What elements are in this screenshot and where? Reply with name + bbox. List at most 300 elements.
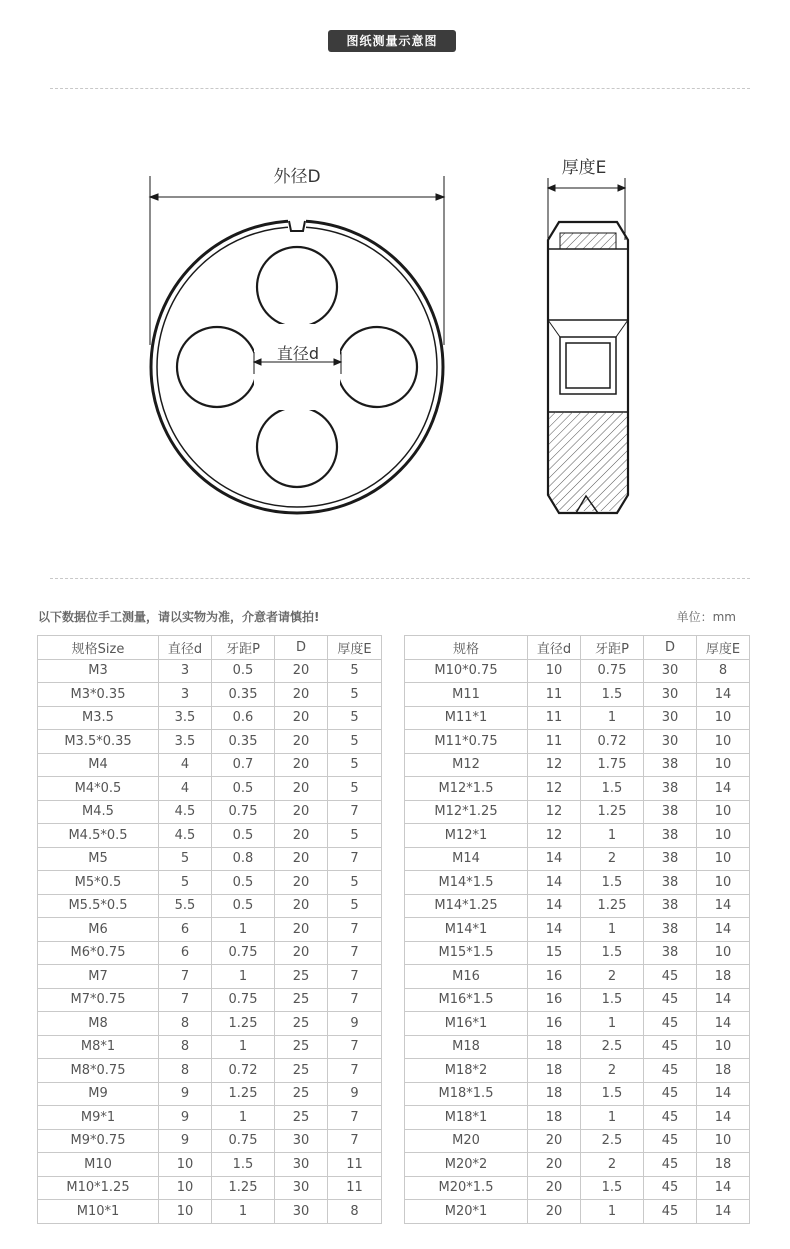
table-cell: 7 [328, 1129, 382, 1153]
table-cell: 1 [581, 824, 644, 848]
round-die-front-view [151, 218, 443, 513]
table-cell: 45 [644, 1129, 697, 1153]
table-cell: 10 [697, 706, 750, 730]
table-cell: 7 [328, 800, 382, 824]
table-cell: 8 [328, 1200, 382, 1224]
table-row [405, 1012, 750, 1036]
table-cell: 7 [328, 1035, 382, 1059]
column-header: D [644, 636, 697, 660]
table-cell: 1 [581, 1012, 644, 1036]
table-cell: 5 [328, 659, 382, 683]
table-row [405, 918, 750, 942]
table-cell: M9 [38, 1082, 159, 1106]
table-cell: M20 [405, 1129, 528, 1153]
table-row [405, 1059, 750, 1083]
table-cell: 30 [644, 730, 697, 754]
table-cell: 45 [644, 988, 697, 1012]
table-cell: 14 [528, 871, 581, 895]
table-cell: 0.8 [212, 847, 275, 871]
table-cell: 1.5 [581, 683, 644, 707]
table-cell: M3 [38, 659, 159, 683]
column-header: 规格Size [38, 636, 159, 660]
table-cell: 9 [159, 1082, 212, 1106]
table-cell: 38 [644, 753, 697, 777]
table-row [405, 1200, 750, 1224]
table-cell: 38 [644, 800, 697, 824]
column-header: 规格 [405, 636, 528, 660]
table-cell: 7 [159, 988, 212, 1012]
page-title: 图纸测量示意图 [328, 30, 456, 52]
round-die-side-view [548, 222, 628, 513]
table-cell: 30 [275, 1200, 328, 1224]
table-cell: 38 [644, 871, 697, 895]
column-header: 直径d [159, 636, 212, 660]
table-row [38, 1106, 382, 1130]
table-cell: 12 [528, 753, 581, 777]
table-cell: M6 [38, 918, 159, 942]
table-cell: M12*1.5 [405, 777, 528, 801]
table-cell: 1.5 [581, 871, 644, 895]
table-row [405, 777, 750, 801]
table-cell: 10 [697, 1129, 750, 1153]
table-row [38, 1129, 382, 1153]
table-row [38, 847, 382, 871]
column-header: 厚度E [328, 636, 382, 660]
table-cell: 2 [581, 965, 644, 989]
table-cell: 5 [328, 753, 382, 777]
table-cell: 14 [528, 918, 581, 942]
table-cell: 0.75 [212, 800, 275, 824]
table-cell: M8*0.75 [38, 1059, 159, 1083]
table-cell: 30 [644, 683, 697, 707]
table-cell: 16 [528, 988, 581, 1012]
table-cell: M14*1.25 [405, 894, 528, 918]
table-cell: 14 [528, 847, 581, 871]
table-cell: 1.5 [212, 1153, 275, 1177]
table-row [405, 659, 750, 683]
table-cell: 20 [528, 1176, 581, 1200]
table-cell: 0.75 [212, 988, 275, 1012]
table-row [38, 1153, 382, 1177]
table-cell: M15*1.5 [405, 941, 528, 965]
table-cell: 10 [159, 1176, 212, 1200]
table-cell: 0.35 [212, 683, 275, 707]
table-cell: 4.5 [159, 800, 212, 824]
table-cell: 20 [275, 918, 328, 942]
table-cell: 25 [275, 1082, 328, 1106]
table-cell: 5 [328, 683, 382, 707]
table-row [38, 918, 382, 942]
table-cell: 45 [644, 1059, 697, 1083]
table-cell: 38 [644, 777, 697, 801]
table-cell: 0.72 [212, 1059, 275, 1083]
table-cell: 7 [159, 965, 212, 989]
table-row [38, 1059, 382, 1083]
table-cell: 10 [697, 730, 750, 754]
table-cell: 11 [528, 683, 581, 707]
table-cell: 18 [697, 1059, 750, 1083]
table-row [405, 730, 750, 754]
table-cell: M3.5 [38, 706, 159, 730]
column-header: 牙距P [581, 636, 644, 660]
table-cell: M14 [405, 847, 528, 871]
table-row [38, 871, 382, 895]
table-cell: 12 [528, 800, 581, 824]
table-cell: 12 [528, 777, 581, 801]
table-cell: 18 [528, 1106, 581, 1130]
table-cell: M16*1 [405, 1012, 528, 1036]
table-cell: 5 [328, 777, 382, 801]
table-row [405, 800, 750, 824]
table-cell: 20 [275, 706, 328, 730]
table-cell: 1.25 [212, 1176, 275, 1200]
table-cell: M10*0.75 [405, 659, 528, 683]
table-cell: 6 [159, 918, 212, 942]
table-cell: 9 [159, 1129, 212, 1153]
table-row [38, 824, 382, 848]
table-row [405, 1129, 750, 1153]
table-cell: 1 [212, 965, 275, 989]
table-row [38, 753, 382, 777]
table-cell: 18 [528, 1035, 581, 1059]
table-cell: M5*0.5 [38, 871, 159, 895]
table-cell: 0.5 [212, 659, 275, 683]
table-cell: 45 [644, 1035, 697, 1059]
table-cell: 8 [159, 1059, 212, 1083]
table-cell: 1 [581, 918, 644, 942]
column-header: 直径d [528, 636, 581, 660]
spec-table-right [404, 635, 750, 1224]
table-cell: 3 [159, 659, 212, 683]
table-cell: M10 [38, 1153, 159, 1177]
die-measurement-diagram [0, 100, 790, 570]
table-cell: 7 [328, 941, 382, 965]
table-cell: 7 [328, 965, 382, 989]
table-cell: 7 [328, 1106, 382, 1130]
table-cell: 5 [328, 824, 382, 848]
table-row [38, 777, 382, 801]
table-cell: 45 [644, 1012, 697, 1036]
table-cell: 25 [275, 1059, 328, 1083]
table-cell: 14 [697, 1106, 750, 1130]
table-cell: 1.25 [581, 894, 644, 918]
table-cell: 1 [212, 1035, 275, 1059]
table-cell: M16*1.5 [405, 988, 528, 1012]
table-cell: 38 [644, 824, 697, 848]
table-cell: 5 [159, 871, 212, 895]
table-cell: 20 [275, 894, 328, 918]
table-row [38, 800, 382, 824]
table-cell: 1 [212, 1200, 275, 1224]
table-cell: 9 [159, 1106, 212, 1130]
table-cell: 25 [275, 1106, 328, 1130]
table-cell: 14 [697, 918, 750, 942]
table-cell: 45 [644, 1176, 697, 1200]
table-cell: 45 [644, 1082, 697, 1106]
table-cell: 11 [528, 706, 581, 730]
table-cell: 25 [275, 1035, 328, 1059]
table-cell: M20*1 [405, 1200, 528, 1224]
table-cell: 20 [528, 1129, 581, 1153]
table-row [405, 753, 750, 777]
table-cell: 10 [697, 824, 750, 848]
table-cell: 20 [275, 683, 328, 707]
table-cell: 10 [697, 1035, 750, 1059]
table-cell: 9 [328, 1082, 382, 1106]
table-cell: 20 [275, 659, 328, 683]
table-cell: 45 [644, 1106, 697, 1130]
column-header: D [275, 636, 328, 660]
table-cell: 11 [328, 1176, 382, 1200]
table-cell: 1.75 [581, 753, 644, 777]
table-cell: 0.75 [581, 659, 644, 683]
table-row [38, 659, 382, 683]
table-cell: 14 [697, 894, 750, 918]
table-cell: 45 [644, 1153, 697, 1177]
table-cell: 8 [159, 1012, 212, 1036]
column-header: 厚度E [697, 636, 750, 660]
table-cell: 20 [275, 824, 328, 848]
table-cell: 7 [328, 988, 382, 1012]
table-row [38, 1012, 382, 1036]
table-cell: 12 [528, 824, 581, 848]
table-cell: 15 [528, 941, 581, 965]
table-cell: 45 [644, 1200, 697, 1224]
table-cell: 1 [212, 918, 275, 942]
table-cell: 3 [159, 683, 212, 707]
table-cell: 8 [697, 659, 750, 683]
table-row [38, 706, 382, 730]
table-cell: M8*1 [38, 1035, 159, 1059]
table-cell: 20 [275, 800, 328, 824]
table-cell: 7 [328, 1059, 382, 1083]
table-cell: 11 [328, 1153, 382, 1177]
table-row [38, 941, 382, 965]
table-cell: 0.75 [212, 941, 275, 965]
table-row [38, 730, 382, 754]
table-cell: M9*1 [38, 1106, 159, 1130]
table-cell: 3.5 [159, 730, 212, 754]
thickness-label: 厚度E [561, 158, 607, 178]
table-cell: 18 [697, 965, 750, 989]
table-cell: 38 [644, 894, 697, 918]
table-cell: 0.5 [212, 824, 275, 848]
table-cell: 0.5 [212, 777, 275, 801]
table-cell: 0.5 [212, 894, 275, 918]
table-cell: M7*0.75 [38, 988, 159, 1012]
table-cell: 1.5 [581, 777, 644, 801]
table-cell: 25 [275, 965, 328, 989]
table-cell: M12*1.25 [405, 800, 528, 824]
table-cell: 25 [275, 988, 328, 1012]
table-cell: M18*2 [405, 1059, 528, 1083]
table-cell: 4 [159, 753, 212, 777]
table-cell: 14 [697, 1176, 750, 1200]
table-cell: 30 [275, 1129, 328, 1153]
table-cell: 20 [528, 1200, 581, 1224]
table-cell: 1.25 [212, 1012, 275, 1036]
table-row [405, 1035, 750, 1059]
table-cell: 0.72 [581, 730, 644, 754]
table-cell: 7 [328, 847, 382, 871]
table-row [38, 683, 382, 707]
table-cell: 20 [275, 753, 328, 777]
inner-diameter-label: 直径d [276, 344, 320, 363]
table-cell: 14 [697, 988, 750, 1012]
table-cell: 16 [528, 1012, 581, 1036]
table-cell: 5 [328, 706, 382, 730]
table-cell: 1 [581, 706, 644, 730]
table-cell: M4*0.5 [38, 777, 159, 801]
table-cell: 25 [275, 1012, 328, 1036]
table-cell: 1 [581, 1200, 644, 1224]
table-cell: 20 [275, 730, 328, 754]
table-cell: 10 [159, 1200, 212, 1224]
table-row [405, 683, 750, 707]
table-cell: M12 [405, 753, 528, 777]
table-cell: M10*1.25 [38, 1176, 159, 1200]
table-cell: M12*1 [405, 824, 528, 848]
table-cell: 38 [644, 847, 697, 871]
table-cell: 4.5 [159, 824, 212, 848]
table-row [38, 1035, 382, 1059]
table-cell: 5.5 [159, 894, 212, 918]
table-cell: 1.25 [212, 1082, 275, 1106]
table-cell: 10 [528, 659, 581, 683]
table-cell: M14*1 [405, 918, 528, 942]
table-cell: 16 [528, 965, 581, 989]
table-cell: 14 [697, 1200, 750, 1224]
table-cell: 9 [328, 1012, 382, 1036]
table-cell: 20 [528, 1153, 581, 1177]
table-cell: 20 [275, 941, 328, 965]
table-cell: 10 [159, 1153, 212, 1177]
table-row [405, 706, 750, 730]
table-cell: 20 [275, 871, 328, 895]
table-cell: M4.5 [38, 800, 159, 824]
table-cell: M11 [405, 683, 528, 707]
table-cell: 2.5 [581, 1035, 644, 1059]
table-cell: 1.5 [581, 941, 644, 965]
table-row [405, 824, 750, 848]
table-cell: 18 [697, 1153, 750, 1177]
table-cell: M18*1 [405, 1106, 528, 1130]
table-cell: 1.5 [581, 1176, 644, 1200]
table-row [405, 1106, 750, 1130]
table-row [405, 941, 750, 965]
table-cell: 10 [697, 800, 750, 824]
table-cell: 2 [581, 1153, 644, 1177]
table-cell: M11*0.75 [405, 730, 528, 754]
table-cell: 1.5 [581, 1082, 644, 1106]
table-row [405, 965, 750, 989]
table-cell: 30 [644, 659, 697, 683]
table-cell: 30 [275, 1153, 328, 1177]
table-cell: 7 [328, 918, 382, 942]
table-cell: 2.5 [581, 1129, 644, 1153]
table-cell: M3*0.35 [38, 683, 159, 707]
table-cell: 0.7 [212, 753, 275, 777]
table-cell: M10*1 [38, 1200, 159, 1224]
table-cell: M9*0.75 [38, 1129, 159, 1153]
table-cell: M18 [405, 1035, 528, 1059]
table-cell: M5.5*0.5 [38, 894, 159, 918]
table-cell: 14 [697, 777, 750, 801]
table-row [405, 1082, 750, 1106]
table-cell: 20 [275, 777, 328, 801]
table-cell: 38 [644, 941, 697, 965]
table-cell: 14 [528, 894, 581, 918]
table-cell: 1.5 [581, 988, 644, 1012]
table-cell: M16 [405, 965, 528, 989]
table-cell: 10 [697, 941, 750, 965]
divider [50, 578, 750, 579]
table-row [38, 1176, 382, 1200]
table-cell: 3.5 [159, 706, 212, 730]
column-header: 牙距P [212, 636, 275, 660]
table-cell: 2 [581, 847, 644, 871]
table-row [38, 988, 382, 1012]
table-cell: M20*2 [405, 1153, 528, 1177]
table-cell: 10 [697, 847, 750, 871]
measurement-note: 以下数据位手工测量，请以实物为准，介意者请慎拍! [38, 610, 320, 624]
spec-table-left [37, 635, 382, 1224]
table-cell: 38 [644, 918, 697, 942]
table-row [405, 894, 750, 918]
table-cell: 18 [528, 1059, 581, 1083]
table-cell: 11 [528, 730, 581, 754]
table-cell: M11*1 [405, 706, 528, 730]
table-row [405, 847, 750, 871]
table-row [38, 1082, 382, 1106]
outer-diameter-label: 外径D [273, 167, 321, 187]
table-cell: 1 [212, 1106, 275, 1130]
table-cell: M5 [38, 847, 159, 871]
divider [50, 88, 750, 89]
table-cell: 0.5 [212, 871, 275, 895]
unit-label: 单位：mm [676, 610, 736, 624]
table-cell: 5 [328, 871, 382, 895]
table-cell: 8 [159, 1035, 212, 1059]
table-cell: 5 [328, 894, 382, 918]
table-row [38, 1200, 382, 1224]
table-row [405, 871, 750, 895]
table-cell: 4 [159, 777, 212, 801]
table-row [38, 894, 382, 918]
table-cell: 5 [159, 847, 212, 871]
table-cell: M18*1.5 [405, 1082, 528, 1106]
table-cell: 10 [697, 753, 750, 777]
table-cell: 10 [697, 871, 750, 895]
table-cell: 14 [697, 1082, 750, 1106]
table-cell: 1 [581, 1106, 644, 1130]
table-cell: M3.5*0.35 [38, 730, 159, 754]
table-cell: M14*1.5 [405, 871, 528, 895]
table-cell: M8 [38, 1012, 159, 1036]
table-cell: M4 [38, 753, 159, 777]
table-cell: 30 [275, 1176, 328, 1200]
table-row [38, 965, 382, 989]
table-cell: 0.6 [212, 706, 275, 730]
table-cell: M20*1.5 [405, 1176, 528, 1200]
table-cell: 2 [581, 1059, 644, 1083]
table-cell: M7 [38, 965, 159, 989]
table-row [405, 1176, 750, 1200]
table-cell: 14 [697, 1012, 750, 1036]
table-row [405, 1153, 750, 1177]
table-cell: 14 [697, 683, 750, 707]
table-cell: 0.35 [212, 730, 275, 754]
